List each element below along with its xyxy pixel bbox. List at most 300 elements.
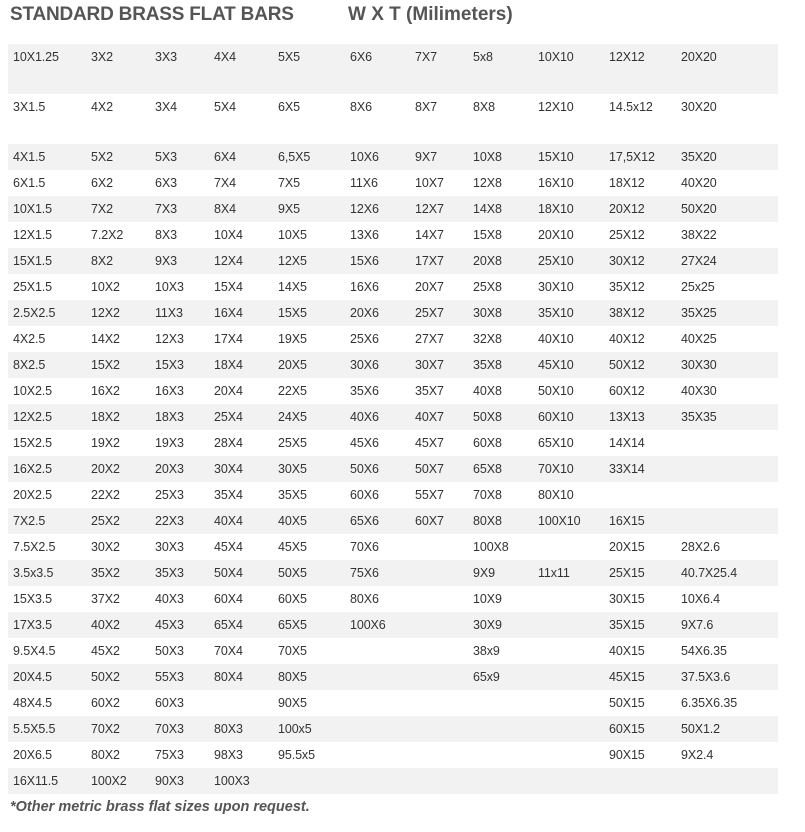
- size-cell: 100x5: [273, 716, 345, 742]
- size-cell: 70X3: [150, 716, 209, 742]
- size-cell: 10X10: [533, 44, 604, 94]
- size-cell: 80X2: [91, 748, 120, 762]
- size-cell: 28X2.6: [681, 540, 721, 554]
- size-cell: 12X4: [209, 248, 273, 274]
- size-cell: 6X1.5: [13, 176, 46, 190]
- size-cell: 40X10: [538, 332, 574, 346]
- table-row: [8, 430, 778, 456]
- size-cell: 12X5: [273, 248, 345, 274]
- size-cell: [533, 638, 604, 664]
- size-cell: 12X2.5: [8, 404, 86, 430]
- size-cell: 10X6: [345, 144, 410, 170]
- size-cell: 19X2: [91, 436, 120, 450]
- size-cell: 15X3.5: [13, 592, 53, 606]
- size-cell: 17X4: [214, 332, 243, 346]
- size-cell: 40X12: [609, 332, 645, 346]
- size-cell: 25X10: [533, 248, 604, 274]
- size-cell: 8X6: [350, 100, 372, 114]
- size-cell: 35X4: [214, 488, 243, 502]
- size-cell: 40X8: [473, 384, 502, 398]
- size-cell: 50X10: [538, 384, 574, 398]
- size-cell: [345, 768, 410, 794]
- size-cell: 65X8: [468, 456, 533, 482]
- size-cell: 3.5x3.5: [8, 560, 86, 586]
- size-cell: 70X4: [214, 644, 243, 658]
- size-cell: 80X4: [209, 664, 273, 690]
- size-cell: 60X8: [473, 436, 502, 450]
- size-cell: 40X5: [273, 508, 345, 534]
- size-cell: 8X7: [415, 100, 437, 114]
- size-cell: [676, 456, 778, 482]
- size-cell: 40X2: [86, 612, 150, 638]
- size-cell: 6,5X5: [273, 144, 345, 170]
- size-cell: 65x9: [468, 664, 533, 690]
- size-cell: 9X2.4: [681, 748, 714, 762]
- size-cell: 65X10: [538, 436, 574, 450]
- size-cell: 7X5: [278, 176, 300, 190]
- size-cell: 15X5: [273, 300, 345, 326]
- size-cell: 40X6: [345, 404, 410, 430]
- size-cell: 75X3: [155, 748, 184, 762]
- size-cell: 60X2: [91, 696, 120, 710]
- size-cell: [676, 768, 778, 794]
- size-cell: 5x8: [468, 44, 533, 94]
- size-cell: 60X7: [410, 508, 468, 534]
- size-cell: 12X8: [473, 176, 502, 190]
- size-cell: 90X3: [150, 768, 209, 794]
- size-cell: [410, 586, 468, 612]
- size-cell: 14X7: [415, 228, 444, 242]
- size-cell: [345, 742, 410, 768]
- size-cell: 12X3: [155, 332, 184, 346]
- size-cell: 15X10: [533, 144, 604, 170]
- size-cell: 8X2: [86, 248, 150, 274]
- size-cell: 16X2.5: [8, 456, 86, 482]
- size-cell: 9X5: [273, 196, 345, 222]
- size-cell: [533, 664, 604, 690]
- table-title: STANDARD BRASS FLAT BARS: [10, 4, 294, 25]
- table-row: [8, 144, 778, 170]
- size-cell: 15X3: [150, 352, 209, 378]
- size-cell: [533, 612, 604, 638]
- size-cell: 7X7: [410, 44, 468, 94]
- size-cell: 25X8: [473, 280, 502, 294]
- size-cell: [345, 664, 410, 690]
- size-cell: 35X20: [676, 144, 778, 170]
- size-cell: 35X5: [278, 488, 307, 502]
- size-cell: 15X2: [86, 352, 150, 378]
- size-cell: [345, 638, 410, 664]
- size-cell: 100X3: [209, 768, 273, 794]
- size-cell: 6.35X6.35: [681, 696, 738, 710]
- size-cell: 100X2: [86, 768, 150, 794]
- size-cell: 5X3: [150, 144, 209, 170]
- size-cell: 45X6: [350, 436, 379, 450]
- size-cell: 14X14: [609, 436, 645, 450]
- size-cell: 30X15: [609, 592, 645, 606]
- size-cell: 100X10: [533, 508, 604, 534]
- size-cell: 3X4: [155, 100, 177, 114]
- size-cell: 30X9: [468, 612, 533, 638]
- size-cell: 14.5x12: [609, 100, 653, 114]
- size-cell: 50X15: [609, 696, 645, 710]
- size-cell: [533, 768, 604, 794]
- table-row: [8, 222, 778, 248]
- size-cell: 25X5: [278, 436, 307, 450]
- size-cell: 4X2: [91, 100, 113, 114]
- size-cell: 32X8: [473, 332, 502, 346]
- size-cell: [410, 560, 468, 586]
- size-cell: [676, 430, 778, 456]
- size-cell: 45X7: [415, 436, 444, 450]
- table-row: [8, 716, 778, 742]
- size-cell: 40.7X25.4: [676, 560, 778, 586]
- brass-flat-bar-size-table: [8, 44, 778, 794]
- size-cell: 60X10: [533, 404, 604, 430]
- size-cell: 3X1.5: [13, 100, 46, 114]
- size-cell: 27X7: [415, 332, 444, 346]
- table-row: [8, 378, 778, 404]
- size-cell: 30X20: [681, 100, 717, 114]
- size-cell: 15X4: [214, 280, 243, 294]
- size-cell: [410, 664, 468, 690]
- size-cell: [533, 742, 604, 768]
- size-cell: 7X2: [86, 196, 150, 222]
- size-cell: [410, 534, 468, 560]
- size-cell: [676, 508, 778, 534]
- size-cell: [410, 716, 468, 742]
- size-cell: 54X6.35: [681, 644, 727, 658]
- size-cell: 30X12: [604, 248, 676, 274]
- size-cell: 17X7: [410, 248, 468, 274]
- size-cell: 50X2: [86, 664, 150, 690]
- size-cell: 20X4.5: [8, 664, 86, 690]
- size-cell: 100X8: [473, 540, 509, 554]
- size-cell: 5X5: [273, 44, 345, 94]
- size-cell: 65X6: [345, 508, 410, 534]
- size-cell: 16X15: [604, 508, 676, 534]
- table-row: [8, 534, 778, 560]
- size-cell: [345, 716, 410, 742]
- size-cell: 19X5: [278, 332, 307, 346]
- size-cell: 5X2: [86, 144, 150, 170]
- size-cell: 8X3: [155, 228, 177, 242]
- size-cell: [273, 768, 345, 794]
- size-cell: 30X3: [155, 540, 184, 554]
- size-cell: 40X25: [681, 332, 717, 346]
- size-cell: 14X2: [91, 332, 120, 346]
- size-cell: [533, 586, 604, 612]
- size-cell: 35X6: [350, 384, 379, 398]
- size-cell: 20X6: [345, 300, 410, 326]
- size-cell: 37X2: [91, 592, 120, 606]
- size-cell: 30X7: [410, 352, 468, 378]
- size-cell: 40X4: [209, 508, 273, 534]
- table-row: [8, 690, 778, 716]
- size-cell: 7.5X2.5: [13, 540, 56, 554]
- size-cell: 50X12: [604, 352, 676, 378]
- size-cell: 30X2: [91, 540, 120, 554]
- size-cell: 20X20: [676, 44, 778, 94]
- size-cell: 70X5: [278, 644, 307, 658]
- size-cell: 10X5: [278, 228, 307, 242]
- size-cell: 33X14: [604, 456, 676, 482]
- size-cell: 50X3: [155, 644, 184, 658]
- size-cell: 40X15: [609, 644, 645, 658]
- size-cell: 20X2.5: [13, 488, 53, 502]
- size-cell: 16X6: [350, 280, 379, 294]
- table-row: [8, 456, 778, 482]
- size-cell: 25x25: [681, 280, 715, 294]
- size-cell: [410, 690, 468, 716]
- size-cell: 45X3: [150, 612, 209, 638]
- size-cell: 70X8: [473, 488, 502, 502]
- size-cell: 4X2.5: [13, 332, 46, 346]
- size-cell: 80X3: [209, 716, 273, 742]
- size-cell: 25X4: [209, 404, 273, 430]
- size-cell: 22X5: [278, 384, 307, 398]
- size-cell: 10X4: [214, 228, 243, 242]
- size-cell: 18X3: [150, 404, 209, 430]
- size-cell: 40X30: [681, 384, 717, 398]
- size-cell: 15X6: [345, 248, 410, 274]
- size-cell: 98X3: [214, 748, 243, 762]
- size-cell: 2.5X2.5: [8, 300, 86, 326]
- size-cell: 60X4: [214, 592, 243, 606]
- size-cell: 12X12: [604, 44, 676, 94]
- size-cell: 12X10: [538, 100, 574, 114]
- size-cell: 6X4: [209, 144, 273, 170]
- size-cell: 6X3: [155, 176, 177, 190]
- size-cell: 15X1.5: [8, 248, 86, 274]
- size-cell: 75X6: [345, 560, 410, 586]
- size-cell: 80X10: [538, 488, 574, 502]
- table-row: [8, 404, 778, 430]
- size-cell: 4X1.5: [8, 144, 86, 170]
- size-cell: 16X3: [155, 384, 184, 398]
- size-cell: 50X8: [468, 404, 533, 430]
- table-row: [8, 560, 778, 586]
- size-cell: 45X10: [533, 352, 604, 378]
- size-cell: 10X7: [415, 176, 444, 190]
- size-cell: 80X6: [350, 592, 379, 606]
- size-cell: 30X4: [209, 456, 273, 482]
- size-cell: 60X15: [604, 716, 676, 742]
- size-cell: [410, 638, 468, 664]
- size-cell: 55X3: [150, 664, 209, 690]
- size-cell: [533, 534, 604, 560]
- size-cell: 40X7: [410, 404, 468, 430]
- size-cell: 28X4: [214, 436, 243, 450]
- size-cell: 38x9: [473, 644, 500, 658]
- size-cell: 9X7: [410, 144, 468, 170]
- size-cell: 20X15: [609, 540, 645, 554]
- size-cell: 38X12: [604, 300, 676, 326]
- size-cell: 16X4: [209, 300, 273, 326]
- size-cell: 7.2X2: [91, 228, 124, 242]
- size-cell: 18X2: [86, 404, 150, 430]
- size-cell: 80X8: [468, 508, 533, 534]
- size-cell: [468, 690, 533, 716]
- footnote: *Other metric brass flat sizes upon request.: [10, 799, 310, 815]
- size-cell: 45X5: [278, 540, 307, 554]
- size-cell: 15X8: [473, 228, 502, 242]
- size-cell: 14X8: [468, 196, 533, 222]
- size-cell: 10X3: [155, 280, 184, 294]
- size-cell: 50X5: [273, 560, 345, 586]
- size-cell: 25X2: [86, 508, 150, 534]
- size-cell: 20X3: [150, 456, 209, 482]
- size-cell: 10X8: [468, 144, 533, 170]
- size-cell: [345, 690, 410, 716]
- size-cell: [410, 742, 468, 768]
- size-cell: 11X3: [150, 300, 209, 326]
- size-cell: 20X10: [538, 228, 574, 242]
- size-cell: 70X2: [86, 716, 150, 742]
- size-cell: [209, 690, 273, 716]
- size-cell: [533, 690, 604, 716]
- units-label: W X T (Milimeters): [348, 4, 513, 25]
- size-cell: 80X5: [273, 664, 345, 690]
- size-cell: 55X7: [415, 488, 444, 502]
- size-cell: 11x11: [533, 560, 604, 586]
- size-cell: 95.5x5: [278, 748, 315, 762]
- size-cell: 35X10: [533, 300, 604, 326]
- size-cell: 20X4: [214, 384, 243, 398]
- size-cell: 90X5: [278, 696, 307, 710]
- size-cell: 10X9: [473, 592, 502, 606]
- size-cell: 8X2.5: [8, 352, 86, 378]
- size-cell: 100X6: [345, 612, 410, 638]
- size-cell: 16X2: [91, 384, 120, 398]
- size-cell: 5X4: [214, 100, 236, 114]
- size-cell: 3X3: [150, 44, 209, 94]
- table-row: [8, 742, 778, 768]
- size-cell: 22X3: [150, 508, 209, 534]
- size-cell: 20X7: [415, 280, 444, 294]
- size-cell: 13X6: [350, 228, 379, 242]
- size-cell: 14X5: [278, 280, 307, 294]
- size-cell: 9.5X4.5: [13, 644, 56, 658]
- size-cell: 17,5X12: [604, 144, 676, 170]
- size-cell: 50X6: [345, 456, 410, 482]
- table-row: [8, 94, 778, 144]
- size-cell: [676, 482, 778, 508]
- size-cell: 35X8: [468, 352, 533, 378]
- size-cell: 35X25: [676, 300, 778, 326]
- table-row: [8, 170, 778, 196]
- size-cell: 38X22: [681, 228, 717, 242]
- table-row: [8, 326, 778, 352]
- size-cell: 9X7.6: [676, 612, 778, 638]
- size-cell: 45X2: [91, 644, 120, 658]
- size-cell: 18X4: [209, 352, 273, 378]
- size-cell: 50X7: [410, 456, 468, 482]
- size-cell: 37.5X3.6: [676, 664, 778, 690]
- table-row: [8, 586, 778, 612]
- table-row: [8, 638, 778, 664]
- size-cell: 9X3: [150, 248, 209, 274]
- size-cell: [468, 716, 533, 742]
- size-cell: 9X9: [468, 560, 533, 586]
- size-cell: 7X3: [150, 196, 209, 222]
- size-cell: [468, 768, 533, 794]
- size-cell: 10X1.5: [8, 196, 86, 222]
- size-cell: 35X15: [604, 612, 676, 638]
- size-cell: 20X8: [468, 248, 533, 274]
- size-cell: 20X6.5: [13, 748, 53, 762]
- size-cell: 17X3.5: [8, 612, 86, 638]
- size-cell: 25X12: [609, 228, 645, 242]
- table-row: [8, 274, 778, 300]
- size-cell: 12X6: [345, 196, 410, 222]
- size-cell: 35X12: [609, 280, 645, 294]
- size-cell: 25X1.5: [13, 280, 53, 294]
- size-cell: 7X4: [214, 176, 236, 190]
- size-cell: 12X1.5: [13, 228, 53, 242]
- size-cell: 25X3: [155, 488, 184, 502]
- size-cell: 5.5X5.5: [8, 716, 86, 742]
- size-cell: 30X30: [676, 352, 778, 378]
- table-row: [8, 612, 778, 638]
- size-cell: 30X5: [273, 456, 345, 482]
- size-cell: 45X4: [214, 540, 243, 554]
- size-cell: 50X1.2: [676, 716, 778, 742]
- size-cell: 40X3: [155, 592, 184, 606]
- table-row: [8, 768, 778, 794]
- size-cell: 6X2: [91, 176, 113, 190]
- size-cell: 20X2: [86, 456, 150, 482]
- size-cell: 90X15: [609, 748, 645, 762]
- table-row: [8, 196, 778, 222]
- size-cell: [410, 612, 468, 638]
- size-cell: 35X7: [415, 384, 444, 398]
- size-cell: [533, 716, 604, 742]
- size-cell: [604, 482, 676, 508]
- size-cell: 60X6: [350, 488, 379, 502]
- size-cell: 8X8: [473, 100, 495, 114]
- table-row: [8, 352, 778, 378]
- size-cell: 35X3: [150, 560, 209, 586]
- table-row: [8, 300, 778, 326]
- table-row: [8, 482, 778, 508]
- size-cell: 30X6: [345, 352, 410, 378]
- size-cell: [604, 768, 676, 794]
- table-row: [8, 248, 778, 274]
- size-cell: 10X2.5: [13, 384, 53, 398]
- size-cell: 10X2: [91, 280, 120, 294]
- size-cell: 24X5: [273, 404, 345, 430]
- size-cell: 35X35: [676, 404, 778, 430]
- size-cell: 48X4.5: [13, 696, 53, 710]
- size-cell: 3X2: [86, 44, 150, 94]
- size-cell: [468, 742, 533, 768]
- size-cell: 25X6: [350, 332, 379, 346]
- size-cell: 8X4: [209, 196, 273, 222]
- size-cell: 13X13: [604, 404, 676, 430]
- size-cell: [410, 768, 468, 794]
- size-cell: 15X2.5: [13, 436, 53, 450]
- size-cell: 20X12: [604, 196, 676, 222]
- table-row: [8, 44, 778, 94]
- size-cell: 4X4: [209, 44, 273, 94]
- size-cell: 30X10: [538, 280, 574, 294]
- size-cell: 10X6.4: [681, 592, 721, 606]
- size-cell: 7X2.5: [8, 508, 86, 534]
- size-cell: 30X8: [468, 300, 533, 326]
- size-cell: 35X2: [86, 560, 150, 586]
- size-cell: 70X10: [533, 456, 604, 482]
